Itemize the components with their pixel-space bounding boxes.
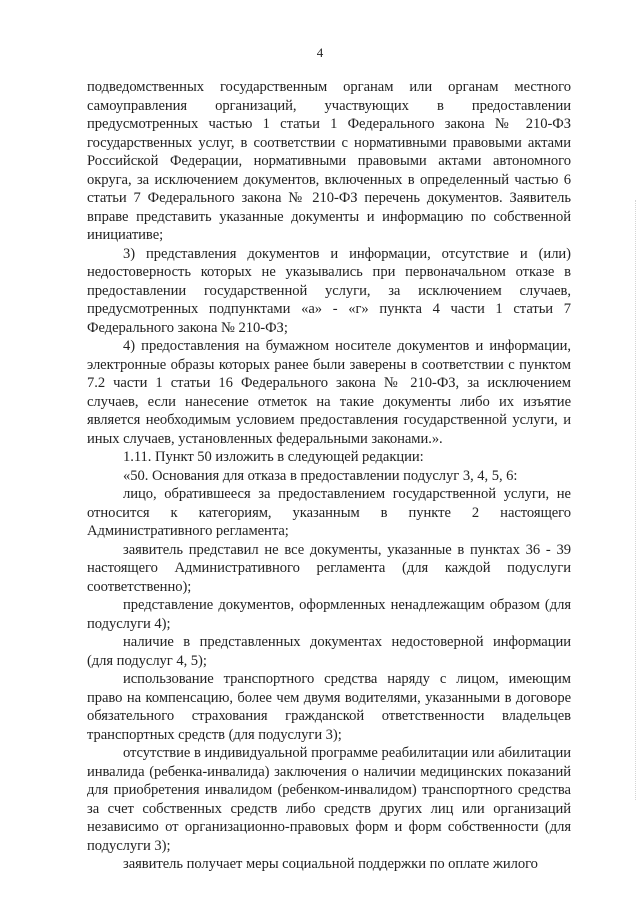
scan-edge-mark xyxy=(634,200,636,800)
paragraph-ground-social-support: заявитель получает меры социальной поддержки по оплате жилого xyxy=(123,856,538,872)
document-body xyxy=(87,78,571,874)
paragraph-ground-category: лицо, обратившееся за предоставлением государственной услуги, не относится к категориям, указанным в пункте 2 настоящего Административного регламента; xyxy=(87,486,571,539)
paragraph-clause-50-heading: «50. Основания для отказа в предоставлении подуслуг 3, 4, 5, 6: xyxy=(123,467,518,484)
paragraph-item-4: 4) предоставления на бумажном носителе документов и информации, электронные образы которых ранее были заверены в соответствии с пунктом 7.2 части 1 статьи 16 Федерального закона № 210-ФЗ, за исключением случаев, если нанесение отметок на такие документы либо их изъятие является необходимым условием предоставления государственной услуги, и иных случаев, установленных федеральными законами.». xyxy=(87,338,571,447)
paragraph-ground-documents: заявитель представил не все документы, указанные в пунктах 36 - 39 настоящего Административного регламента (для каждой подуслуги соответственно); xyxy=(87,541,571,595)
paragraph-ground-improper-format: представление документов, оформленных ненадлежащим образом (для подуслуги 4); xyxy=(87,597,571,632)
paragraph-ground-rehab-program: отсутствие в индивидуальной программе реабилитации или абилитации инвалида (ребенка-инвалида) заключения о наличии медицинских показаний для приобретения инвалидом (ребенком-инвалидом) транспортного средства за счет собственных средств либо средств других лиц или организаций независимо от организационно-правовых форм и форм собственности (для подуслуги 3); xyxy=(87,745,571,854)
paragraph-continuation: подведомственных государственным органам или органам местного самоуправления организаций, участвующих в предоставлении предусмотренных частью 1 статьи 1 Федерального закона № 210-ФЗ государственных услуг, в соответствии с нормативными правовыми актами Российской Федерации, нормативными правовыми актами автономного округа, за исключением документов, включенных в определенный частью 6 статьи 7 Федерального закона № 210-ФЗ перечень документов. Заявитель вправе представить указанные документы и информацию по собственной инициативе; xyxy=(87,79,571,243)
paragraph-ground-false-info: наличие в представленных документах недостоверной информации (для подуслуг 4, 5); xyxy=(87,634,571,669)
paragraph-clause-1-11: 1.11. Пункт 50 изложить в следующей редакции: xyxy=(123,449,424,465)
paragraph-ground-drivers: использование транспортного средства наряду с лицом, имеющим право на компенсацию, более чем двумя водителями, указанными в договоре обязательного страхования гражданской ответственности владельцев транспортных средств (для подуслуги 3); xyxy=(87,671,571,743)
paragraph-item-3: 3) представления документов и информации, отсутствие и (или) недостоверность которых не указывались при первоначальном отказе в предоставлении государственной услуги, за исключением случаев, предусмотренных подпунктами «а» - «г» пункта 4 части 1 статьи 7 Федерального закона № 210-ФЗ; xyxy=(87,245,571,336)
page-number: 4 xyxy=(316,45,324,60)
